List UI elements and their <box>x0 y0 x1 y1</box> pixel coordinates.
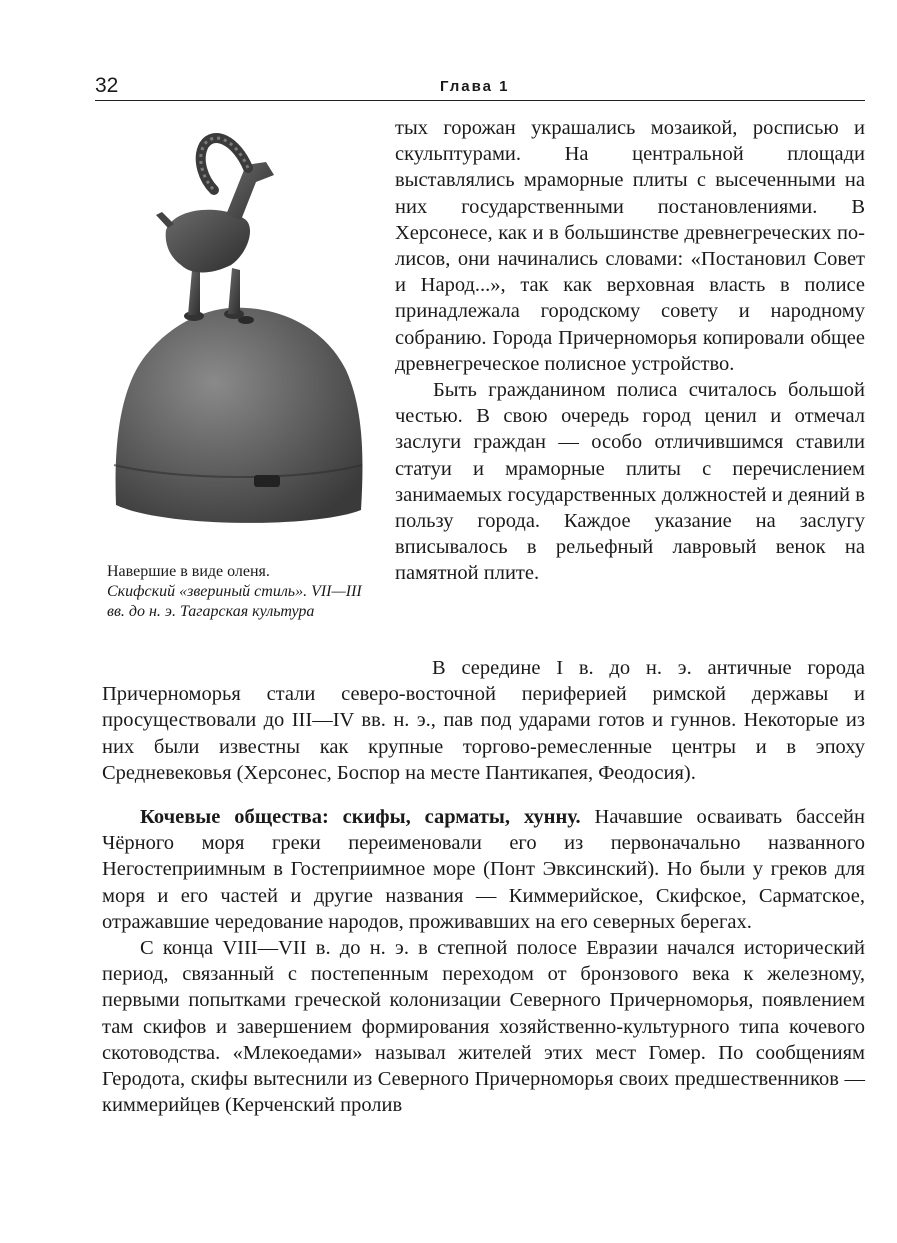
page-header <box>95 76 865 101</box>
right-column-text <box>395 115 865 587</box>
figure-finial-photo <box>96 120 376 550</box>
caption-description: Скифский «звериный стиль». VII—III вв. до н. э. Тагарская культура <box>107 583 362 620</box>
paragraph: С конца VIII—VII в. до н. э. в степной полосе Евразии начался исторический период, связанный с постепенным переходом от бронзового века к железному, первыми попытками греческой колонизации Северного Причерноморья, появлением там скифов и завершением формирования хозяйственно-культурного типа кочевого скотоводства. «Млекоедами» называл жителей этих мест Гомер. По сообщениям Геродота, скифы вытеснили из Северного Причерноморья своих предшественников — киммерийцев (Керченский пролив <box>102 937 865 1117</box>
paragraph: В середине I в. до н. э. античные города Причерноморья стали северо-восточной периферией римской державы и просуществовали до III—IV вв. н. э., пав под ударами готов и гуннов. Некоторые из них были известны как крупные торгово-ремесленные центры и в эпоху Средневековья (Херсонес, Боспор на месте Пантикапея, Феодосия). <box>102 657 865 784</box>
full-width-text <box>102 655 865 1118</box>
paragraph: Быть гражданином полиса считалось большой честью. В свою очередь город ценил и отмечал заслуги граждан — особо отличившимся ставили статуи и мраморные плиты с перечислением занимаемых государственных должностей и деяний в пользу города. Каждое указание на заслугу вписывалось в рельефный лавровый венок на памятной плите. <box>395 379 865 585</box>
chapter-title: Глава 1 <box>440 78 510 95</box>
page-number: 32 <box>95 74 119 97</box>
figure-caption <box>107 562 372 622</box>
section-heading: Кочевые общества: скифы, сарматы, хунну. <box>140 806 581 829</box>
paragraph: тых горожан украшались мозаикой, росписью и скульптурами. На центральной площади выставлялись мраморные плиты с высеченными на них государственными постановлениями. В Херсонесе, как и в большинстве древнегреческих полисов, они начинались словами: «Постановил Совет и Народ...», так как верховная власть в полисе принадлежала городскому совету и народному собранию. Города Причерноморья копировали общее древнегреческое полисное устройство. <box>395 117 865 375</box>
ibex-finial-image <box>96 120 376 550</box>
paragraph-text: Начавшие осваивать бассейн Чёрного моря греки переименовали его из первоначально названного Негостеприимным в Гостеприимное море (Понт Эвксинский). Но были у греков для моря и его частей и другие названия — Киммерийское, Скифское, Сарматское, отражавшие чередование народов, проживавших на его северных берегах. <box>102 806 865 933</box>
caption-title: Навершие в виде оленя. <box>107 563 270 580</box>
section-paragraph <box>102 804 865 935</box>
